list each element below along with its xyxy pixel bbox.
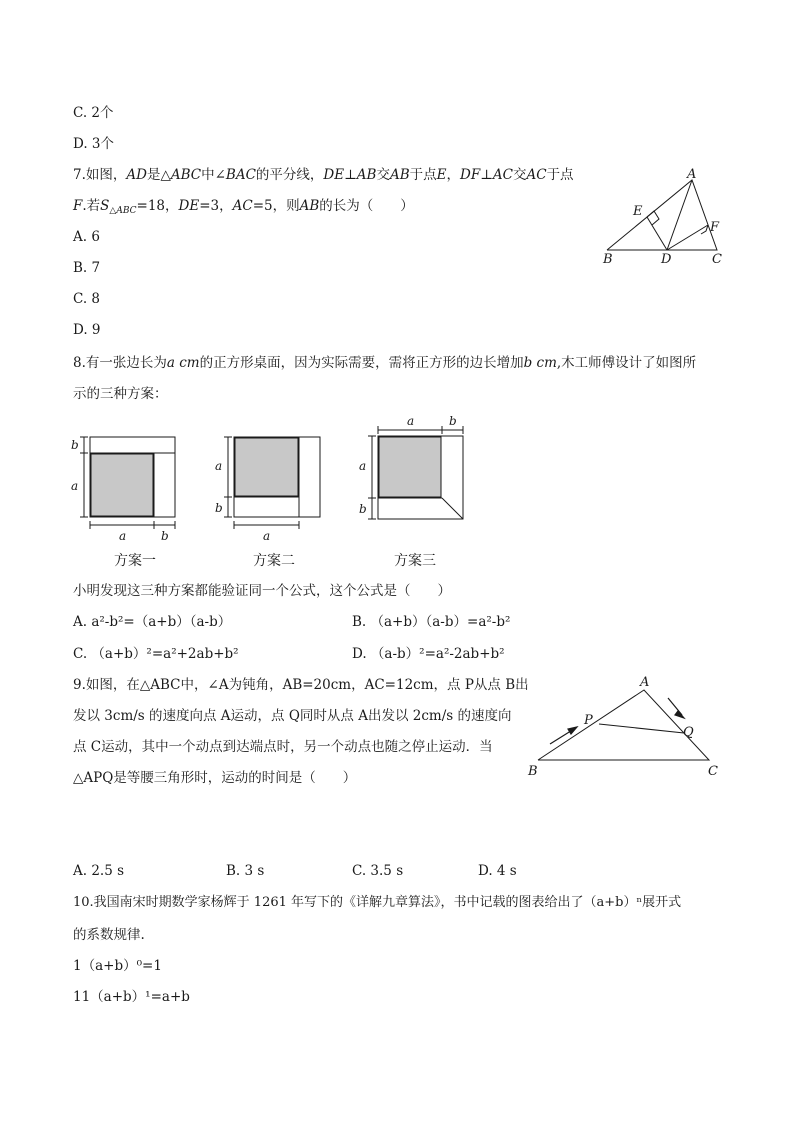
q8-s3-label-a-top: a xyxy=(407,414,415,428)
q10-row-0: 1（a+b）⁰=1 xyxy=(73,958,162,974)
q7-label-c: C xyxy=(712,252,722,267)
q9-triangle-figure xyxy=(522,672,727,784)
q9-label-c: C xyxy=(708,764,718,779)
q8-s1-label-a-left: a xyxy=(71,479,79,493)
q9-stem-line2: 发以 3cm/s 的速度向点 A运动，点 Q同时从点 A出发以 2cm/s 的速度向 xyxy=(73,708,512,724)
q9-stem-line3: 点 C运动，其中一个动点到达端点时，另一个动点也随之停止运动．当 xyxy=(73,739,493,755)
q8-s1-label-b-left: b xyxy=(71,438,79,452)
q9-stem-line4: △APQ是等腰三角形时，运动的时间是（ ） xyxy=(73,770,357,786)
q8-s2-label-b-left: b xyxy=(215,501,223,515)
q7-stem-line1: 7.如图，AD是△ABC中∠BAC的平分线，DE⊥AB交AB于点E，DF⊥AC交AC于点 xyxy=(73,167,574,183)
q9-label-p: P xyxy=(584,713,593,728)
q9-option-d: D. 4 s xyxy=(478,863,517,879)
q8-option-c: C. （a+b）²=a²+2ab+b² xyxy=(73,646,239,662)
q7-label-d: D xyxy=(661,252,672,267)
q7-triangle-figure xyxy=(595,165,730,270)
q8-s3-label-b-left: b xyxy=(359,502,367,516)
q9-label-a: A xyxy=(640,675,650,690)
q10-stem-line2: 的系数规律. xyxy=(73,927,145,943)
q7-option-a: A. 6 xyxy=(73,229,100,245)
q8-stem-line2: 示的三种方案： xyxy=(73,386,168,402)
q7-stem-line2: F.若$S_{\triangle ABC}=18$，DE=3，AC=5，则AB的长为（ ） xyxy=(73,198,414,216)
q8-s1-label-b-bottom: b xyxy=(161,529,169,543)
q8-s2-label-a-bottom: a xyxy=(263,529,271,543)
q9-option-c: C. 3.5 s xyxy=(352,863,404,879)
q7-label-b: B xyxy=(603,252,613,267)
q8-scheme1-figure xyxy=(66,425,178,545)
q7-option-d: D. 9 xyxy=(73,322,101,338)
q8-s1-label-a-bottom: a xyxy=(119,529,127,543)
q7-label-e: E xyxy=(633,204,643,219)
q7-label-f: F xyxy=(710,220,720,235)
q10-row-1: 11（a+b）¹=a+b xyxy=(73,989,190,1005)
q8-s3-label-a-left: a xyxy=(359,459,367,473)
q8-caption-scheme1: 方案一 xyxy=(114,553,156,569)
q8-option-d: D. （a-b）²=a²-2ab+b² xyxy=(352,646,505,662)
q8-caption-scheme2: 方案二 xyxy=(253,553,295,569)
q9-stem-line1: 9.如图，在△ABC中，∠A为钝角，AB=20cm，AC=12cm，点 P从点 B出 xyxy=(73,677,529,693)
q6-option-c: C. 2个 xyxy=(73,105,114,121)
q8-scheme2-figure xyxy=(210,425,325,545)
q8-question: 小明发现这三种方案都能验证同一个公式，这个公式是（ ） xyxy=(73,583,451,599)
q7-option-b: B. 7 xyxy=(73,260,101,276)
q9-option-a: A. 2.5 s xyxy=(73,863,125,879)
q8-option-a: A. a²-b²=（a+b）（a-b） xyxy=(73,614,232,630)
q9-label-b: B xyxy=(528,764,538,779)
q8-option-b: B. （a+b）（a-b）=a²-b² xyxy=(352,614,511,630)
q8-caption-scheme3: 方案三 xyxy=(394,553,436,569)
q7-label-a: A xyxy=(687,167,697,182)
q8-s2-label-a-left: a xyxy=(215,459,223,473)
q7-option-c: C. 8 xyxy=(73,291,101,307)
q9-option-b: B. 3 s xyxy=(226,863,265,879)
q8-scheme3-figure xyxy=(352,410,470,522)
q10-stem-line1: 10.我国南宋时期数学家杨辉于 1261 年写下的《详解九章算法》，书中记载的图表给出了（a+b）ⁿ展开式 xyxy=(73,895,682,910)
q8-s3-label-b-top: b xyxy=(449,414,457,428)
q9-label-q: Q xyxy=(683,725,694,740)
q8-stem-line1: 8.有一张边长为a cm的正方形桌面，因为实际需要，需将正方形的边长增加b cm,木工师傅设计了如图所 xyxy=(73,355,697,371)
q6-option-d: D. 3个 xyxy=(73,136,115,152)
